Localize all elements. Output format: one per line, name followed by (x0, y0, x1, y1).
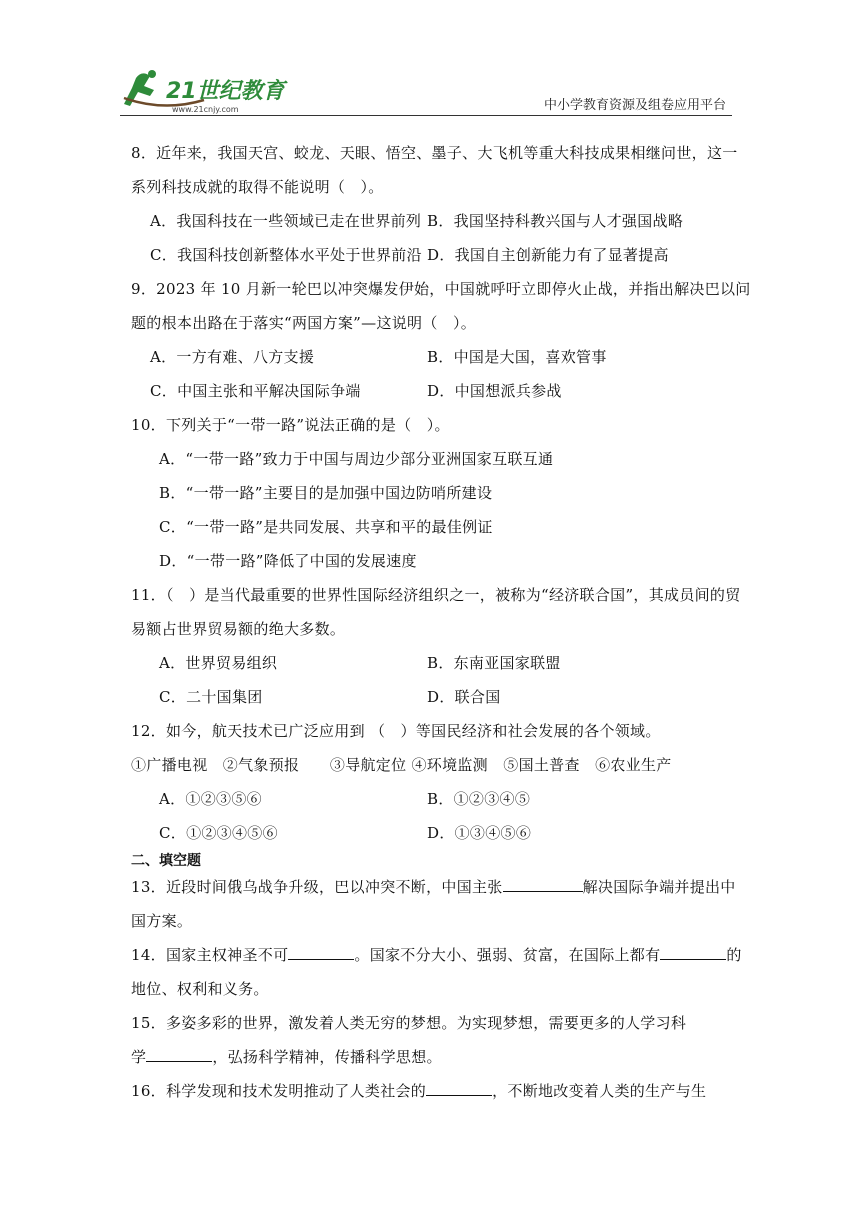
q15-text-after-blank: ，弘扬科学精神，传播科学思想。 (212, 1048, 442, 1066)
q16-answer-blank[interactable] (426, 1081, 492, 1096)
q9-option-a: A．一方有难、八方支援 (150, 348, 315, 366)
q16-line1 (131, 1080, 706, 1101)
q8-option-c: C．我国科技创新整体水平处于世界前沿 (150, 246, 422, 264)
svg-text:21世纪教育: 21世纪教育 (166, 79, 285, 104)
q11-option-d: D．联合国 (427, 688, 501, 706)
header-divider (120, 115, 732, 116)
q8-option-d: D．我国自主创新能力有了显著提高 (427, 246, 669, 264)
q12-option-b: B．①②③④⑤ (427, 790, 531, 808)
q10-option-c: C．“一带一路”是共同发展、共享和平的最佳例证 (159, 518, 493, 536)
q12-option-a: A．①②③⑤⑥ (159, 790, 262, 808)
q14-answer-blank-2[interactable] (660, 945, 726, 960)
q14-line2: 地位、权利和义务。 (131, 980, 269, 998)
q10-option-b: B．“一带一路”主要目的是加强中国边防哨所建设 (159, 484, 493, 502)
platform-name: 中小学教育资源及组卷应用平台 (543, 98, 726, 113)
q14-line1 (131, 944, 742, 965)
q10-stem: 10．下列关于“一带一路”说法正确的是（ ）。 (131, 416, 450, 434)
q11-option-b: B．东南亚国家联盟 (427, 654, 561, 672)
q9-option-c: C．中国主张和平解决国际争端 (150, 382, 361, 400)
q9-option-d: D．中国想派兵参战 (427, 382, 562, 400)
q8-stem-line2: 系列科技成就的取得不能说明（ ）。 (131, 178, 384, 196)
q9-option-b: B．中国是大国，喜欢管事 (427, 348, 607, 366)
21cnjy-logo (122, 68, 302, 114)
q9-stem-line2: 题的根本出路在于落实“两国方案”—这说明（ ）。 (131, 314, 477, 332)
q14-answer-blank-1[interactable] (288, 945, 354, 960)
q12-option-d: D．①③④⑤⑥ (427, 824, 532, 842)
page-header (120, 66, 732, 116)
q15-line1: 15．多姿多彩的世界，激发着人类无穷的梦想。为实现梦想，需要更多的人学习科 (131, 1014, 687, 1032)
svg-text:www.21cnjy.com: www.21cnjy.com (172, 105, 239, 114)
q15-text-before-blank: 学 (131, 1048, 147, 1066)
section-fill-in-title: 二、填空题 (131, 853, 201, 869)
q14-text-before-blank: 14．国家主权神圣不可 (131, 946, 289, 964)
q8-option-b: B．我国坚持科教兴国与人才强国战略 (427, 212, 684, 230)
q12-option-c: C．①②③④⑤⑥ (159, 824, 278, 842)
q13-answer-blank[interactable] (503, 877, 583, 892)
q12-stem: 12．如今，航天技术已广泛应用到 （ ）等国民经济和社会发展的各个领域。 (131, 722, 661, 740)
q11-stem-line2: 易额占世界贸易额的绝大多数。 (131, 620, 346, 638)
q8-option-a: A．我国科技在一些领域已走在世界前列 (150, 212, 422, 230)
q10-option-a: A．“一带一路”致力于中国与周边少部分亚洲国家互联互通 (159, 450, 554, 468)
q13-line2: 国方案。 (131, 912, 193, 930)
q14-text-middle: 。国家不分大小、强弱、贫富，在国际上都有 (354, 946, 661, 964)
q13-line1 (131, 876, 736, 897)
q12-items: ①广播电视 ②气象预报 ③导航定位 ④环境监测 ⑤国土普查 ⑥农业生产 (131, 756, 672, 774)
q16-text-after-blank: ，不断地改变着人类的生产与生 (492, 1082, 707, 1100)
q11-option-c: C．二十国集团 (159, 688, 263, 706)
q8-stem-line1: 8．近年来，我国天宫、蛟龙、天眼、悟空、墨子、大飞机等重大科技成果相继问世，这一 (131, 144, 738, 162)
q11-stem-line1: 11．（ ）是当代最重要的世界性国际经济组织之一，被称为“经济联合国”，其成员间的贸 (131, 586, 741, 604)
q11-option-a: A．世界贸易组织 (159, 654, 278, 672)
q15-line2 (131, 1046, 442, 1067)
q10-option-d: D．“一带一路”降低了中国的发展速度 (159, 552, 417, 570)
q16-text-before-blank: 16．科学发现和技术发明推动了人类社会的 (131, 1082, 427, 1100)
q13-text-before-blank: 13．近段时间俄乌战争升级，巴以冲突不断，中国主张 (131, 878, 503, 896)
q15-answer-blank[interactable] (146, 1047, 212, 1062)
q14-text-after-blank: 的 (726, 946, 742, 964)
q13-text-after-blank: 解决国际争端并提出中 (582, 878, 736, 896)
q9-stem-line1: 9．2023 年 10 月新一轮巴以冲突爆发伊始，中国就呼吁立即停火止战，并指出解决巴以问 (131, 280, 751, 298)
